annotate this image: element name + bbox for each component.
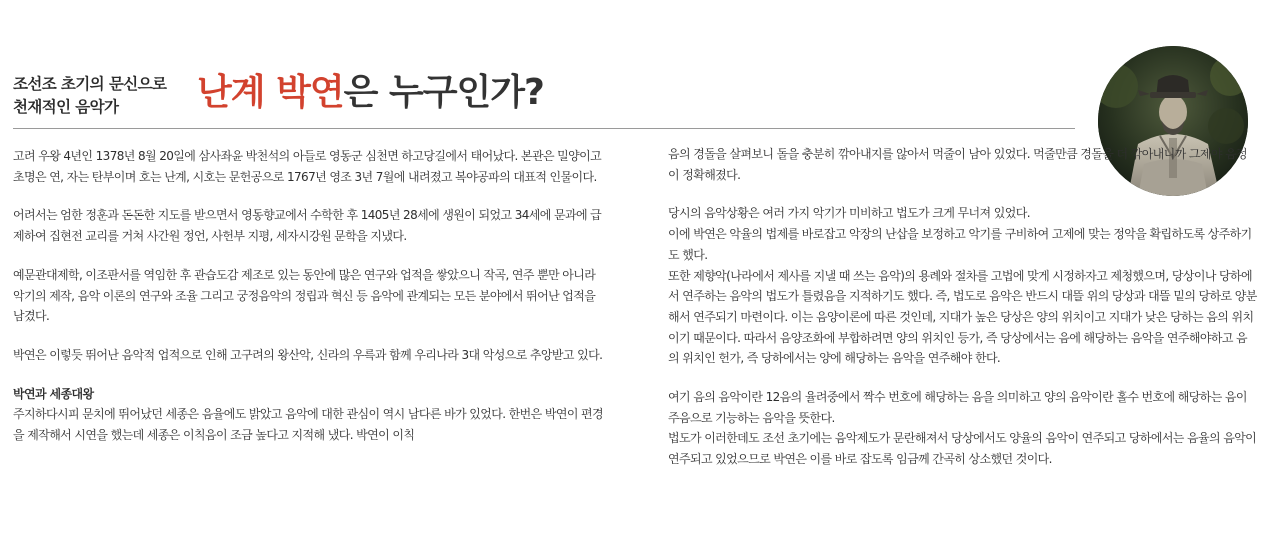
paragraph: 주지하다시피 문치에 뛰어났던 세종은 음율에도 밝았고 음악에 대한 관심이 역시 남다른 바가 있었다. 한번은 박연이 편경을 제작해서 시연을 했는데 세종은 이칙음이 조금 높다고 지적해 냈다. 박연이 이칙 [13,407,604,443]
section-heading: 박연과 세종대왕 [13,386,94,401]
paragraph: 어려서는 엄한 정훈과 돈돈한 지도를 받으면서 영동향교에서 수학한 후 1405년 28세에 생원이 되었고 34세에 문과에 급제하여 집현전 교리를 거쳐 사간원 정언, 사헌부 지평, 세자시강원 문학을 지냈다. [13,208,602,244]
subtitle-line-2: 천재적인 음악가 [13,98,119,116]
paragraph: 박연은 이렇듯 뛰어난 음악적 업적으로 인해 고구려의 왕산악, 신라의 우륵과 함께 우리나라 3대 악성으로 추앙받고 있다. [13,347,603,362]
header-divider [13,128,1075,129]
paragraph: 고려 우왕 4년인 1378년 8월 20일에 삼사좌윤 박천석의 아들로 영동군 심천면 하고당길에서 태어났다. 본관은 밀양이고 초명은 연, 자는 탄부이며 호는 난계, 시호는 문헌공으로 1767년 영조 3년 7월에 내려졌고 복야공파의 대표적 인물이다. [13,149,602,184]
title-rest: 은 누구인가? [343,72,544,113]
paragraph: 또한 제향악(나라에서 제사를 지낼 때 쓰는 음악)의 용례와 절차를 고법에 맞게 시정하자고 제청했으며, 당상이나 당하에서 연주하는 음악의 법도가 틀렸음을 지적하기도 했다. 즉, 법도로 음악은 반드시 대뜰 위의 당상과 대뜰 밑의 당하로 양분해서 연주되기 마련이다. 이는 음양이론에 따른 것인데, 지대가 높은 당상은 양의 위치이고 지대가 낮은 당하는 음의 위치이기 때문이다. 따라서 음양조화에 부합하려면 양의 위치인 등가, 즉 당상에서는 음에 해당하는 음악을 연주해야하고 음의 위치인 헌가, 즉 당하에서는 양에 해당하는 음악을 연주해야 한다. [668,268,1257,366]
left-column [13,146,605,446]
right-column [668,144,1257,470]
title-name: 난계 박연 [197,72,344,113]
article-header [0,0,1279,135]
paragraph: 이에 박연은 악율의 법제를 바로잡고 악장의 난삽을 보정하고 악기를 구비하여 고제에 맞는 정악을 확립하도록 상주하기도 했다. [668,227,1252,262]
paragraph: 당시의 음악상황은 여러 가지 악기가 미비하고 법도가 크게 무너져 있었다. [668,206,1030,221]
article-subtitle [13,73,166,119]
subtitle-line-1: 조선조 초기의 문신으로 [13,75,167,93]
paragraph: 법도가 이러한데도 조선 초기에는 음악제도가 문란해져서 당상에서도 양율의 음악이 연주되고 당하에서는 음율의 음악이 연주되고 있었으므로 박연은 이를 바로 잡도록 임금께 간곡히 상소했던 것이다. [668,431,1257,467]
article-title [197,68,544,118]
paragraph: 여기 음의 음악이란 12음의 율려중에서 짝수 번호에 해당하는 음을 의미하고 양의 음악이란 홀수 번호에 해당하는 음이 주음으로 기능하는 음악을 뜻한다. [668,390,1247,425]
paragraph: 예문관대제학, 이조판서를 역임한 후 관습도감 제조로 있는 동안에 많은 연구와 업적을 쌓았으니 작곡, 연주 뿐만 아니라 악기의 제작, 음악 이론의 연구와 조율 그리고 궁정음악의 정립과 혁신 등 음악에 관계되는 모든 분야에서 뛰어난 업적을 남겼다. [13,267,596,324]
paragraph: 음의 경돌을 살펴보니 돌을 충분히 깎아내지를 않아서 먹줄이 남아 있었다. 먹줄만큼 경돌을 더 깎아내니까 그제야 음정이 정확해졌다. [668,147,1248,182]
